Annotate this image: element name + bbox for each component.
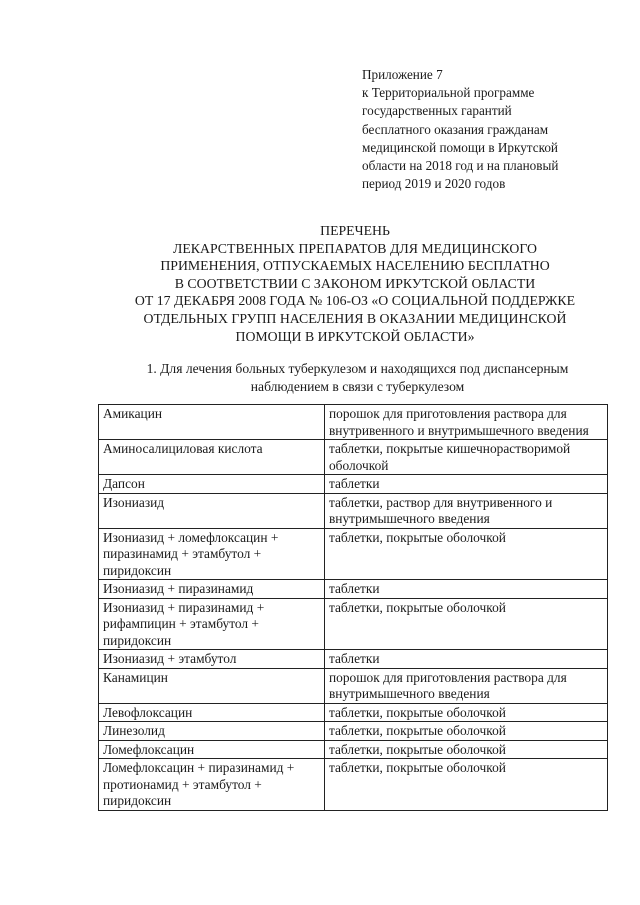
appendix-line: период 2019 и 2020 годов (362, 176, 506, 192)
table-row (99, 528, 608, 580)
dosage-form-cell: таблетки (324, 475, 607, 494)
dosage-form-cell: таблетки, покрытые оболочкой (324, 722, 607, 741)
table-row (99, 668, 608, 703)
drug-name-cell: Ломефлоксацин + пиразинамид + протионамид + этамбутол + пиридоксин (99, 759, 325, 811)
appendix-line: государственных гарантий (362, 103, 512, 119)
dosage-form-cell: таблетки, покрытые оболочкой (324, 528, 607, 580)
title-line: ЛЕКАРСТВЕННЫХ ПРЕПАРАТОВ ДЛЯ МЕДИЦИНСКОГО (173, 240, 537, 256)
dosage-form-cell: таблетки (324, 580, 607, 599)
dosage-form-cell: таблетки, покрытые оболочкой (324, 703, 607, 722)
table-row (99, 722, 608, 741)
table-row (99, 405, 608, 440)
drug-name-cell: Дапсон (99, 475, 325, 494)
drug-name-cell: Линезолид (99, 722, 325, 741)
table-row (99, 493, 608, 528)
drug-name-cell: Изониазид + этамбутол (99, 650, 325, 669)
appendix-note (362, 66, 624, 193)
drug-table (98, 404, 608, 811)
appendix-line: Приложение 7 (362, 67, 443, 82)
section-line: наблюдением в связи с туберкулезом (250, 379, 465, 394)
dosage-form-cell: таблетки, покрытые оболочкой (324, 759, 607, 811)
dosage-form-cell: таблетки, раствор для внутривенного и внутримышечного введения (324, 493, 607, 528)
drug-name-cell: Изониазид (99, 493, 325, 528)
appendix-line: медицинской помощи в Иркутской (362, 139, 558, 155)
dosage-form-cell: порошок для приготовления раствора для внутримышечного введения (324, 668, 607, 703)
table-row (99, 650, 608, 669)
table-row (99, 440, 608, 475)
section-line: 1. Для лечения больных туберкулезом и находящихся под диспансерным (146, 361, 569, 376)
table-row (99, 580, 608, 599)
drug-name-cell: Изониазид + ломефлоксацин + пиразинамид + этамбутол + пиридоксин (99, 528, 325, 580)
dosage-form-cell: таблетки, покрытые оболочкой (324, 740, 607, 759)
appendix-line: бесплатного оказания гражданам (362, 121, 549, 137)
table-row (99, 703, 608, 722)
drug-name-cell: Левофлоксацин (99, 703, 325, 722)
title-line: ОТДЕЛЬНЫХ ГРУПП НАСЕЛЕНИЯ В ОКАЗАНИИ МЕДИЦИНСКОЙ (143, 310, 567, 326)
drug-name-cell: Ломефлоксацин (99, 740, 325, 759)
dosage-form-cell: таблетки, покрытые кишечнорастворимой оболочкой (324, 440, 607, 475)
document-title (80, 222, 630, 345)
drug-name-cell: Канамицин (99, 668, 325, 703)
table-row (99, 759, 608, 811)
drug-name-cell: Аминосалициловая кислота (99, 440, 325, 475)
title-line: ПРИМЕНЕНИЯ, ОТПУСКАЕМЫХ НАСЕЛЕНИЮ БЕСПЛАТНО (160, 258, 550, 274)
title-line: ПОМОЩИ В ИРКУТСКОЙ ОБЛАСТИ» (235, 328, 475, 344)
appendix-line: к Территориальной программе (362, 85, 535, 101)
table-row (99, 475, 608, 494)
title-line: ОТ 17 ДЕКАБРЯ 2008 ГОДА № 106-ОЗ «О СОЦИАЛЬНОЙ ПОДДЕРЖКЕ (134, 293, 576, 309)
appendix-line: области на 2018 год и на плановый (362, 158, 559, 174)
table-row (99, 598, 608, 650)
drug-name-cell: Амикацин (99, 405, 325, 440)
dosage-form-cell: таблетки (324, 650, 607, 669)
title-line: ПЕРЕЧЕНЬ (320, 223, 390, 238)
dosage-form-cell: таблетки, покрытые оболочкой (324, 598, 607, 650)
table-row (99, 740, 608, 759)
dosage-form-cell: порошок для приготовления раствора для внутривенного и внутримышечного введения (324, 405, 607, 440)
drug-name-cell: Изониазид + пиразинамид + рифампицин + этамбутол + пиридоксин (99, 598, 325, 650)
drug-name-cell: Изониазид + пиразинамид (99, 580, 325, 599)
title-line: В СООТВЕТСТВИИ С ЗАКОНОМ ИРКУТСКОЙ ОБЛАСТИ (174, 275, 536, 291)
section-heading (90, 360, 625, 396)
